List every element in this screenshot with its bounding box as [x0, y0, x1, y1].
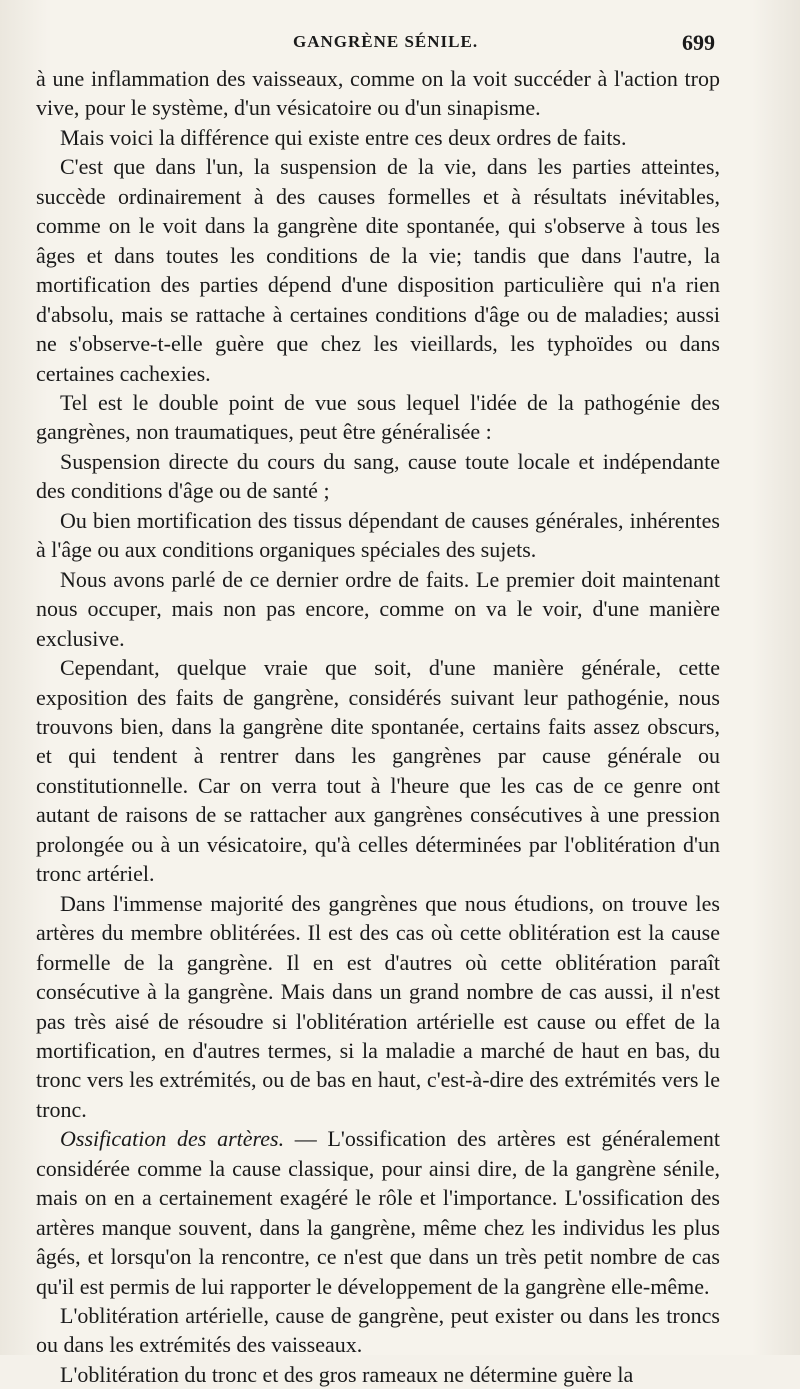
running-head: GANGRÈNE SÉNILE.	[293, 32, 479, 51]
body-text	[36, 64, 720, 1389]
page-header	[0, 32, 800, 60]
paragraph: Mais voici la différence qui existe entre ces deux ordres de faits.	[60, 124, 627, 150]
section-lead: Ossification des artères.	[60, 1126, 285, 1152]
paragraph: L'oblitération du tronc et des gros rameaux ne détermine guère la	[60, 1361, 634, 1387]
paragraph: Ou bien mortification des tissus dépendant de causes générales, inhérentes à l'âge ou aux conditions organiques spéciales des sujets.	[36, 507, 720, 563]
paragraph: L'oblitération artérielle, cause de gangrène, peut exister ou dans les troncs ou dans les extrémités des vaisseaux.	[36, 1303, 720, 1358]
page-number: 699	[682, 30, 715, 55]
paragraph: Cependant, quelque vraie que soit, d'une manière générale, cette exposition des faits de gangrène, considérés suivant leur pathogénie, nous trouvons bien, dans la gangrène dite spontanée, certains faits assez obscurs, et qui tendent à rentrer dans les gangrènes par cause générale ou constitutionnelle. Car on verra tout à l'heure que les cas de ce genre ont autant de raisons de se rattacher aux gangrènes consécutives à une pression prolongée ou à un vésicatoire, qu'à celles déterminées par l'oblitération d'un tronc artériel.	[36, 655, 720, 887]
paragraph: Suspension directe du cours du sang, cause toute locale et indépendante des conditions d'âge ou de santé ;	[36, 448, 720, 504]
paragraph-body: — L'ossification des artères est généralement considérée comme la cause classique, pour ainsi dire, de la gangrène sénile, mais on en a certainement exagéré le rôle et l'importance. L'ossification des artères manque souvent, dans la gangrène, même chez les individus les plus âgés, et lorsqu'on la rencontre, ce n'est que dans un très petit nombre de cas qu'il est permis de lui rapporter le développement de la gangrène elle-même.	[36, 1126, 720, 1299]
paragraph: à une inflammation des vaisseaux, comme on la voit succéder à l'action trop vive, pour le système, d'un vésicatoire ou d'un sinapisme.	[36, 66, 720, 121]
paragraph: Dans l'immense majorité des gangrènes que nous étudions, on trouve les artères du membre oblitérées. Il est des cas où cette oblitération est la cause formelle de la gangrène. Il en est d'autres où cette oblitération paraît consécutive à la gangrène. Mais dans un grand nombre de cas aussi, il n'est pas très aisé de résoudre si l'oblitération artérielle est cause ou effet de la mortification, en d'autres termes, si la maladie a marché de haut en bas, du tronc vers les extrémités, ou de bas en haut, c'est-à-dire des extrémités vers le tronc.	[36, 890, 720, 1122]
paragraph-ossification	[36, 1124, 720, 1301]
paragraph: Tel est le double point de vue sous lequel l'idée de la pathogénie des gangrènes, non traumatiques, peut être généralisée :	[36, 389, 720, 445]
paragraph: Nous avons parlé de ce dernier ordre de faits. Le premier doit maintenant nous occuper, mais non pas encore, comme on va le voir, d'une manière exclusive.	[36, 566, 720, 651]
paragraph: C'est que dans l'un, la suspension de la vie, dans les parties atteintes, succède ordinairement à des causes formelles et à résultats inévitables, comme on le voit dans la gangrène dite spontanée, qui s'observe à tous les âges et dans toutes les conditions de la vie; tandis que dans l'autre, la mortification des parties dépend d'une disposition particulière qui n'a rien d'absolu, mais se rattache à certaines conditions d'âge ou de maladies; aussi ne s'observe-t-elle guère que chez les vieillards, les typhoïdes ou dans certaines cachexies.	[36, 154, 720, 386]
